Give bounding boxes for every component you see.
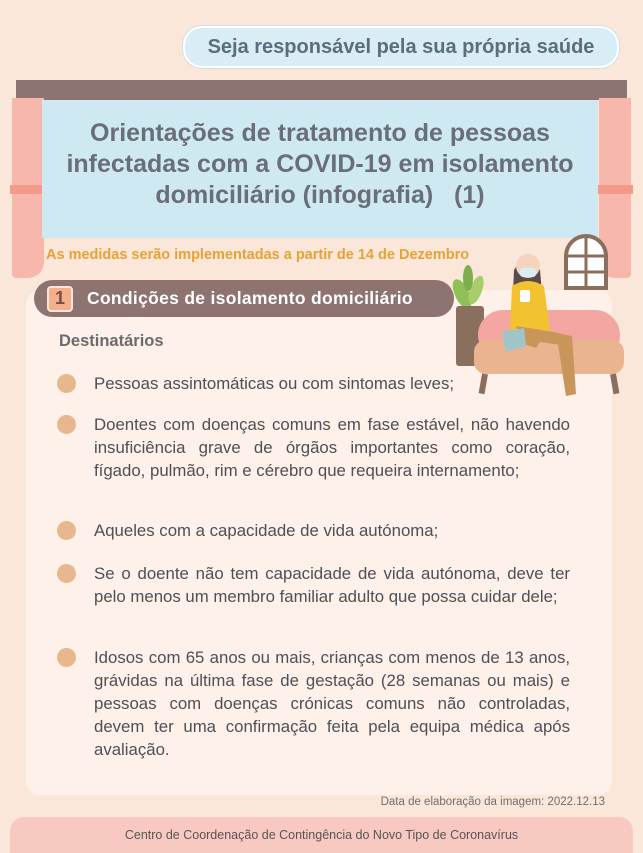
title-line-1: Orientações de tratamento de pessoas [90,119,550,147]
list-item: Doentes com doenças comuns em fase estável, não havendo insuficiência grave de órgãos importantes como coração, fígado, pulmão, rim e cérebro que requeira internamento; [94,415,570,480]
list-item: Idosos com 65 anos ou mais, crianças com menos de 13 anos, grávidas na última fase de gestação (28 semanas ou mais) e pessoas com doenças crónicas comuns não controladas, devem ter uma confirmação feita pela equipa médica após avaliação. [94,648,570,759]
curtain-tie-right [597,185,633,194]
footer-banner [10,817,633,853]
bullet-icon [57,521,76,540]
section-number: 1 [47,286,73,312]
list-item: Aqueles com a capacidade de vida autónoma; [94,521,439,540]
audience-heading: Destinatários [59,332,164,350]
page-title [60,118,580,211]
section-header [34,280,454,317]
curtain-tie-left [10,185,46,194]
bullet-icon [57,415,76,434]
bullet-icon [57,374,76,393]
section-title: Condições de isolamento domiciliário [87,288,413,308]
title-line-2: infectadas com a COVID-19 em isolamento [66,150,574,178]
title-line-3: domiciliário (infografia) (1) [155,181,485,209]
cup-icon [520,290,530,302]
bullet-icon [57,564,76,583]
curtain-rod [16,80,627,100]
image-date: Data de elaboração da imagem: 2022.12.13 [380,796,605,808]
list-item: Se o doente não tem capacidade de vida autónoma, deve ter pelo menos um membro familiar adulto que possa cuidar dele; [94,564,570,606]
slogan-banner [183,26,619,68]
bullet-icon [57,648,76,667]
window-icon [566,236,606,288]
mask-icon [520,268,536,277]
slogan-text: Seja responsável pela sua própria saúde [207,35,595,58]
footer-text: Centro de Coordenação de Contingência do Novo Tipo de Coronavírus [124,828,519,842]
implementation-notice: As medidas serão implementadas a partir de 14 de Dezembro [46,247,470,263]
list-item: Pessoas assintomáticas ou com sintomas leves; [94,374,455,393]
